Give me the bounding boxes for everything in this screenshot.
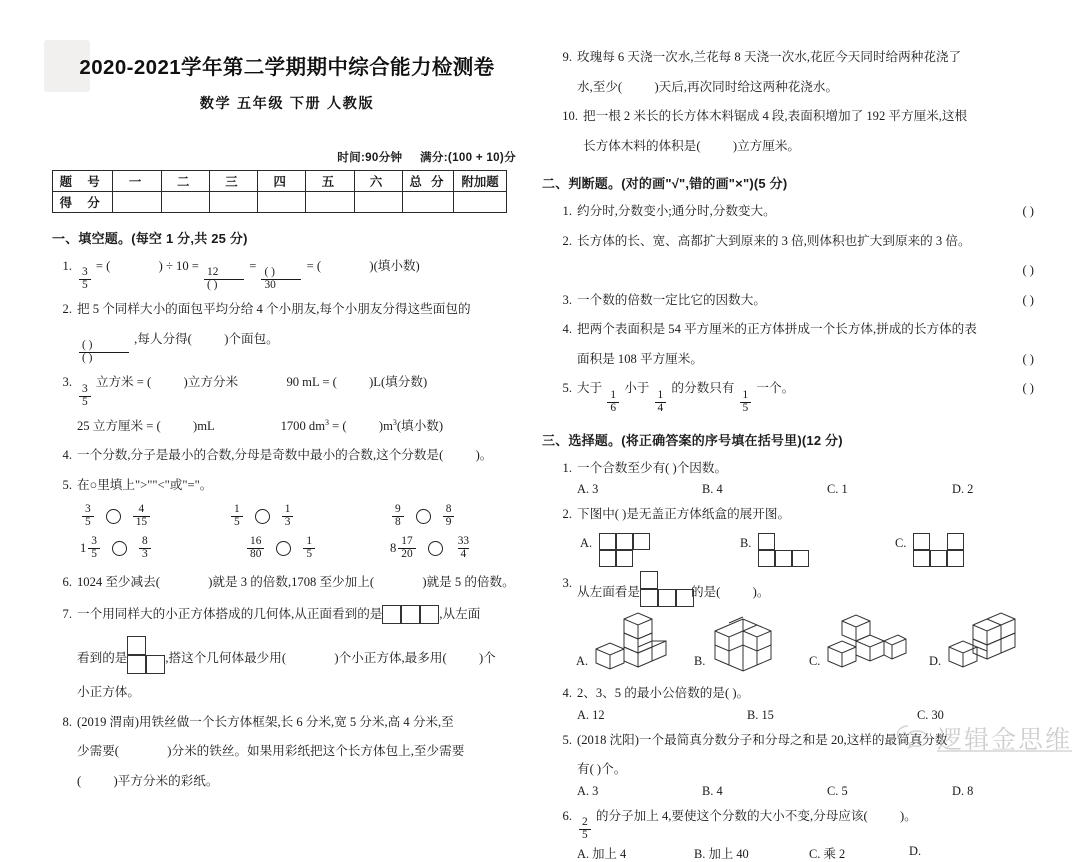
- cube-b-label: B.: [694, 653, 706, 668]
- q3-text-d2: = (: [332, 418, 347, 433]
- fraction-left-2: $\frac{1}{5}$: [231, 504, 243, 529]
- q3-text-c1: 25 立方厘米 = (: [77, 418, 161, 433]
- q7-text-3: 看到的是: [77, 651, 128, 666]
- left-column: [0, 0, 540, 789]
- comparison-pair-4: [52, 536, 207, 561]
- question-7-line2: [52, 636, 522, 674]
- choice-2-options: [580, 533, 1034, 567]
- question-7-number: 7.: [62, 606, 72, 621]
- fraction-1-5: $\frac{1}{5}$: [740, 390, 752, 415]
- question-6-number: 6.: [62, 575, 72, 590]
- left-view-shape: [127, 636, 165, 674]
- choice-6-options: [577, 844, 1034, 862]
- choice-6-number: 6.: [562, 808, 572, 823]
- tf-5-text-4: 一个。: [756, 381, 795, 396]
- fraction-2-5: $\frac{2}{5}$: [579, 817, 591, 842]
- net-a-label: A.: [580, 535, 593, 550]
- cube-d-label: D.: [929, 653, 942, 668]
- tf-question-2: [552, 229, 1034, 254]
- score-table-row-label-2: 得 分: [53, 192, 113, 213]
- q3-sup-1: 3: [325, 417, 329, 427]
- score-cell-1[interactable]: [113, 192, 161, 213]
- net-option-c[interactable]: [895, 533, 964, 567]
- q1-text-1: = (: [95, 259, 111, 273]
- table-row-header: [53, 171, 507, 192]
- q1-text-2: ) ÷ 10 =: [158, 259, 199, 273]
- question-9-number: 9.: [562, 50, 572, 64]
- tf-1-answer-paren[interactable]: ( ): [1022, 204, 1034, 219]
- net-option-b[interactable]: [740, 533, 895, 567]
- q8-text-3: )分米的铁丝。如果用彩纸把这个长方体包上,至少需要: [167, 744, 465, 759]
- q4-text: 一个分数,分子是最小的合数,分母是奇数中最小的合数,这个分数是(: [77, 448, 444, 463]
- q8-text-2: 少需要(: [77, 744, 119, 759]
- choice-5-text-2: 有( )个。: [577, 762, 627, 777]
- score-cell-2[interactable]: [161, 192, 209, 213]
- q9-text-3: )天后,再次同时给这两种花浇水。: [654, 79, 839, 94]
- question-1-number: 1.: [62, 259, 72, 273]
- comparison-pair-5: [207, 536, 372, 561]
- fraction-right-2: $\frac{1}{3}$: [282, 504, 294, 529]
- choice-6-option-b[interactable]: B. 加上 40: [694, 847, 749, 862]
- q10-text-2: 长方体木料的体积是(: [583, 138, 701, 153]
- q2-line-1: 把 5 个同样大小的面包平均分给 4 个小朋友,每个小朋友分得这些面包的: [77, 302, 471, 317]
- tf-1-number: 1.: [562, 204, 572, 219]
- choice-1-option-b[interactable]: B. 4: [702, 482, 723, 497]
- section-heading-true-false: 二、判断题。(对的画"√",错的画"×")(5 分): [542, 176, 788, 192]
- comparison-pair-6: [372, 536, 522, 561]
- question-8-number: 8.: [62, 714, 72, 729]
- choice-question-5-line2: [552, 757, 1034, 782]
- full-score-label: 满分:(100 + 10)分: [419, 151, 516, 164]
- choice-3-number: 3.: [562, 575, 572, 590]
- q3-sup-2: 3: [392, 417, 397, 427]
- question-8-line2: [52, 739, 522, 764]
- q6-text-3: )就是 5 的倍数。: [422, 575, 515, 590]
- choice-1-option-d[interactable]: D. 2: [952, 482, 974, 497]
- comparison-row-1: [52, 504, 522, 529]
- question-5: [52, 473, 522, 498]
- fraction-1-6: $\frac{1}{6}$: [607, 390, 619, 415]
- choice-5-text: (2018 沈阳)一个最简真分数分子和分母之和是 20,这样的最简真分数: [577, 732, 948, 747]
- choice-1-options: [577, 482, 1034, 497]
- fraction-1-4: $\frac{1}{4}$: [655, 390, 667, 415]
- choice-1-number: 1.: [562, 460, 572, 475]
- question-9: [552, 45, 1034, 70]
- fraction-blank-30: $\frac{( )}{30}$: [261, 267, 301, 292]
- choice-1-text: 一个合数至少有( )个因数。: [577, 460, 728, 475]
- q2-text-2: ,每人分得(: [134, 331, 192, 346]
- question-10-number: 10.: [562, 109, 578, 124]
- choice-6-option-c[interactable]: C. 乘 2: [809, 847, 846, 862]
- comparison-pair-2: [207, 504, 372, 529]
- tf-question-4-line2: [552, 347, 1034, 372]
- choice-6-text-1: 的分子加上 4,要使这个分数的大小不变,分母应该(: [595, 808, 868, 823]
- q1-text-4: = (: [306, 259, 322, 273]
- cube-shape-c: [826, 611, 908, 673]
- tf-question-2-paren-line: [552, 258, 1034, 283]
- fraction-right-5: $\frac{1}{5}$: [303, 536, 315, 561]
- choice-question-6: [552, 804, 1034, 842]
- tf-4-text-2: 面积是 108 平方厘米。: [577, 351, 703, 366]
- choice-3-text-3: )。: [752, 584, 770, 599]
- q3-text-a1: 立方米 = (: [95, 375, 152, 390]
- choice-4-option-a[interactable]: A. 12: [577, 707, 605, 722]
- tf-2-answer-paren[interactable]: ( ): [1022, 263, 1034, 278]
- fraction-right-3: $\frac{8}{9}$: [443, 504, 455, 529]
- comparison-pair-3: [372, 504, 522, 529]
- choice-question-3: [552, 571, 1034, 607]
- choice-6-option-d[interactable]: D.: [909, 844, 922, 859]
- score-cell-3[interactable]: [209, 192, 257, 213]
- q7-text-6: )个: [478, 651, 496, 666]
- exam-meta: [52, 149, 522, 165]
- net-c-label: C.: [895, 535, 907, 550]
- score-col-2: 二: [161, 171, 209, 192]
- fraction-right-6: $\frac{33}{4}$: [457, 535, 470, 561]
- choice-6-option-a[interactable]: A. 加上 4: [577, 847, 627, 862]
- tf-4-number: 4.: [562, 322, 572, 337]
- tf-3-answer-paren[interactable]: ( ): [1022, 292, 1034, 307]
- net-shape-b: [758, 533, 809, 567]
- question-3-number: 3.: [62, 375, 72, 390]
- choice-3-body: [577, 571, 1034, 607]
- question-4-number: 4.: [62, 448, 72, 463]
- q3-text-b2: )L(填分数): [369, 375, 428, 390]
- fraction-left-3: $\frac{9}{8}$: [392, 504, 404, 529]
- choice-5-option-b[interactable]: B. 4: [702, 783, 723, 798]
- question-9-line2: [552, 75, 1034, 100]
- question-4: [52, 443, 522, 468]
- time-label: 时间:90分钟: [337, 151, 403, 164]
- q7-text-2: ,从左面: [439, 606, 481, 621]
- question-8-line3: [52, 769, 522, 794]
- tf-5-body: [577, 376, 1022, 414]
- score-cell-5[interactable]: [306, 192, 354, 213]
- q1-text-3: =: [249, 259, 257, 273]
- score-col-bonus: 附加题: [454, 171, 507, 192]
- score-col-6: 六: [354, 171, 402, 192]
- watermark-text: 逻辑金思维: [936, 726, 1072, 754]
- question-8: [52, 710, 522, 735]
- q3-text-d3: )m: [378, 418, 393, 433]
- score-col-3: 三: [209, 171, 257, 192]
- mixed-number-left-6: 8 $\frac{17}{20}$: [390, 536, 418, 561]
- choice-6-text-2: )。: [899, 808, 917, 823]
- cube-shape-a: [594, 611, 668, 673]
- choice-3-text-2: 的是(: [690, 584, 721, 599]
- comparison-row-2: [52, 536, 522, 561]
- table-row-scores: [53, 192, 507, 213]
- score-table: [52, 170, 507, 213]
- q2-text-3: )个面包。: [224, 331, 279, 346]
- compare-circle-1[interactable]: [106, 509, 121, 524]
- q4-tail: )。: [475, 448, 493, 463]
- question-6: [52, 570, 522, 595]
- q9-text-2: 水,至少(: [577, 79, 623, 94]
- tf-question-5: [552, 376, 1034, 414]
- q6-text-2: )就是 3 的倍数,1708 至少加上(: [208, 575, 375, 590]
- compare-circle-4[interactable]: [112, 541, 127, 556]
- choice-6-body: [577, 804, 1034, 842]
- question-7-line3: [52, 680, 522, 705]
- question-6-body: [77, 570, 522, 595]
- q7-text-1: 一个用同样大的小正方体搭成的几何体,从正面看到的是: [77, 606, 383, 621]
- question-2: [52, 297, 522, 322]
- net-option-a[interactable]: [580, 533, 740, 567]
- cube-option-a[interactable]: [576, 611, 694, 673]
- question-5-number: 5.: [62, 477, 72, 492]
- left-view-reference-shape: [640, 571, 691, 607]
- choice-question-2: [552, 502, 1034, 527]
- tf-question-3: [552, 288, 1034, 313]
- question-10: [552, 104, 1034, 129]
- tf-3-number: 3.: [562, 292, 572, 307]
- choice-5-options: [577, 784, 1034, 799]
- score-cell-bonus[interactable]: [454, 192, 507, 213]
- tf-5-number: 5.: [562, 381, 572, 396]
- tf-4-text: 把两个表面积是 54 平方厘米的正方体拼成一个长方体,拼成的长方体的表: [577, 322, 977, 337]
- watermark: [896, 720, 1072, 756]
- question-7-body: [77, 602, 522, 627]
- q7-text-5: )个小正方体,最多用(: [334, 651, 447, 666]
- mixed-number-left-4: 1 $\frac{3}{5}$: [80, 536, 102, 561]
- choice-4-number: 4.: [562, 685, 572, 700]
- question-3-body: [77, 370, 522, 408]
- choice-3-text-1: 从左面看是: [577, 584, 640, 599]
- wechat-icon: [896, 723, 930, 754]
- tf-1-text: 约分时,分数变小;通分时,分数变大。: [577, 204, 776, 219]
- cube-option-b[interactable]: [694, 611, 809, 673]
- q6-text-1: 1024 至少减去(: [77, 575, 160, 590]
- cube-shape-b: [711, 611, 777, 673]
- question-3-line2: [52, 414, 522, 439]
- q8-text-5: )平方分米的彩纸。: [113, 774, 219, 789]
- net-b-label: B.: [740, 535, 752, 550]
- tf-5-text-1: 大于: [577, 381, 603, 396]
- compare-circle-2[interactable]: [255, 509, 270, 524]
- page-title: 2020-2021学年第二学期期中综合能力检测卷: [79, 56, 495, 79]
- question-2-number: 2.: [62, 302, 72, 317]
- tf-2-text: 长方体的长、宽、高都扩大到原来的 3 倍,则体积也扩大到原来的 3 倍。: [577, 233, 971, 248]
- score-cell-4[interactable]: [258, 192, 306, 213]
- score-col-total: 总 分: [402, 171, 453, 192]
- tf-3-text: 一个数的倍数一定比它的因数大。: [577, 292, 766, 307]
- q3-text-c2: )mL: [193, 418, 215, 433]
- compare-circle-6[interactable]: [428, 541, 443, 556]
- tf-4-answer-paren[interactable]: ( ): [1022, 351, 1034, 366]
- choice-question-1: [552, 456, 1034, 481]
- q3-text-d4: (填小数): [396, 418, 444, 433]
- comparison-pair-1: [52, 504, 207, 529]
- compare-circle-5[interactable]: [276, 541, 291, 556]
- choice-question-4: [552, 681, 1034, 706]
- score-col-1: 一: [113, 171, 161, 192]
- q3-text-b1: 90 mL = (: [286, 375, 337, 390]
- right-column: [540, 0, 1080, 862]
- tf-question-4: [552, 317, 1034, 342]
- question-5-body: 在○里填上">""<"或"="。: [77, 477, 213, 492]
- choice-3-options: [576, 611, 1034, 673]
- question-1: [52, 254, 522, 292]
- tf-5-answer-paren[interactable]: ( ): [1022, 381, 1034, 396]
- fraction-left-1: $\frac{3}{5}$: [82, 504, 94, 529]
- tf-5-text-2: 小于: [624, 381, 650, 396]
- question-8-body: (2019 渭南)用铁丝做一个长方体框架,长 6 分米,宽 5 分米,高 4 分米,至: [77, 714, 454, 729]
- cube-shape-d: [947, 611, 1027, 673]
- question-2-line2: [52, 327, 522, 365]
- section-heading-fill-blank: 一、填空题。(每空 1 分,共 25 分): [52, 231, 248, 246]
- choice-1-option-c[interactable]: C. 1: [827, 482, 848, 497]
- front-view-shape: [382, 605, 439, 624]
- choice-4-option-c[interactable]: C. 30: [917, 707, 944, 722]
- q7-text-4: ,搭这个几何体最少用(: [165, 651, 287, 666]
- choice-5-option-d[interactable]: D. 8: [952, 783, 974, 798]
- q7-text-7: 小正方体。: [77, 685, 140, 700]
- question-10-line2: [552, 134, 1034, 159]
- q1-text-5: )(填小数): [369, 259, 420, 273]
- question-2-body: [77, 297, 522, 322]
- question-7: [52, 602, 522, 627]
- fraction-12-blank: $\frac{12}{( )}$: [204, 267, 244, 292]
- choice-4-option-b[interactable]: B. 15: [747, 707, 774, 722]
- cube-a-label: A.: [576, 653, 589, 668]
- tf-2-number: 2.: [562, 233, 572, 248]
- fraction-blank-blank: $\frac{( )}{( )}$: [79, 340, 129, 365]
- q3-text-d1: 1700 dm: [280, 418, 325, 433]
- cube-option-c[interactable]: [809, 611, 929, 673]
- tf-question-1: [552, 199, 1034, 224]
- cube-option-d[interactable]: [929, 611, 1027, 673]
- cube-c-label: C.: [809, 653, 821, 668]
- section-heading-choice: 三、选择题。(将正确答案的序号填在括号里)(12 分): [542, 432, 843, 448]
- score-table-row-label: 题 号: [53, 171, 113, 192]
- fraction-right-1: $\frac{4}{15}$: [133, 504, 150, 529]
- score-cell-6[interactable]: [354, 192, 402, 213]
- question-9-body: 玫瑰每 6 天浇一次水,兰花每 8 天浇一次水,花匠今天同时给两种花浇了: [577, 50, 962, 64]
- question-10-body: 把一根 2 米长的长方体木料锯成 4 段,表面积增加了 192 平方厘米,这根: [583, 109, 968, 124]
- fraction-3-5: $\frac{3}{5}$: [79, 267, 91, 292]
- choice-1-option-a[interactable]: A. 3: [577, 482, 599, 497]
- score-col-5: 五: [306, 171, 354, 192]
- net-shape-c: [913, 533, 964, 567]
- question-1-body: [77, 254, 522, 292]
- q10-text-3: )立方厘米。: [732, 138, 801, 153]
- page-subtitle: 数学 五年级 下册 人教版: [199, 96, 375, 112]
- question-4-body: [77, 443, 522, 468]
- q3-text-a2: )立方分米: [183, 375, 239, 390]
- score-cell-total[interactable]: [402, 192, 453, 213]
- fraction-3-5-b: $\frac{3}{5}$: [79, 384, 91, 409]
- choice-2-text: 下图中( )是无盖正方体纸盒的展开图。: [577, 507, 791, 522]
- choice-4-text: 2、3、5 的最小公倍数的是( )。: [577, 685, 750, 700]
- choice-5-number: 5.: [562, 732, 572, 747]
- choice-2-number: 2.: [562, 507, 572, 522]
- question-3: [52, 370, 522, 408]
- fraction-right-4: $\frac{8}{3}$: [139, 536, 151, 561]
- compare-circle-3[interactable]: [416, 509, 431, 524]
- choice-5-option-a[interactable]: A. 3: [577, 783, 599, 798]
- score-col-4: 四: [258, 171, 306, 192]
- fraction-left-5: $\frac{16}{80}$: [247, 536, 264, 561]
- choice-5-option-c[interactable]: C. 5: [827, 783, 848, 798]
- net-shape-a: [599, 533, 650, 567]
- q8-text-4: (: [77, 774, 82, 789]
- tf-5-text-3: 的分数只有: [671, 381, 735, 396]
